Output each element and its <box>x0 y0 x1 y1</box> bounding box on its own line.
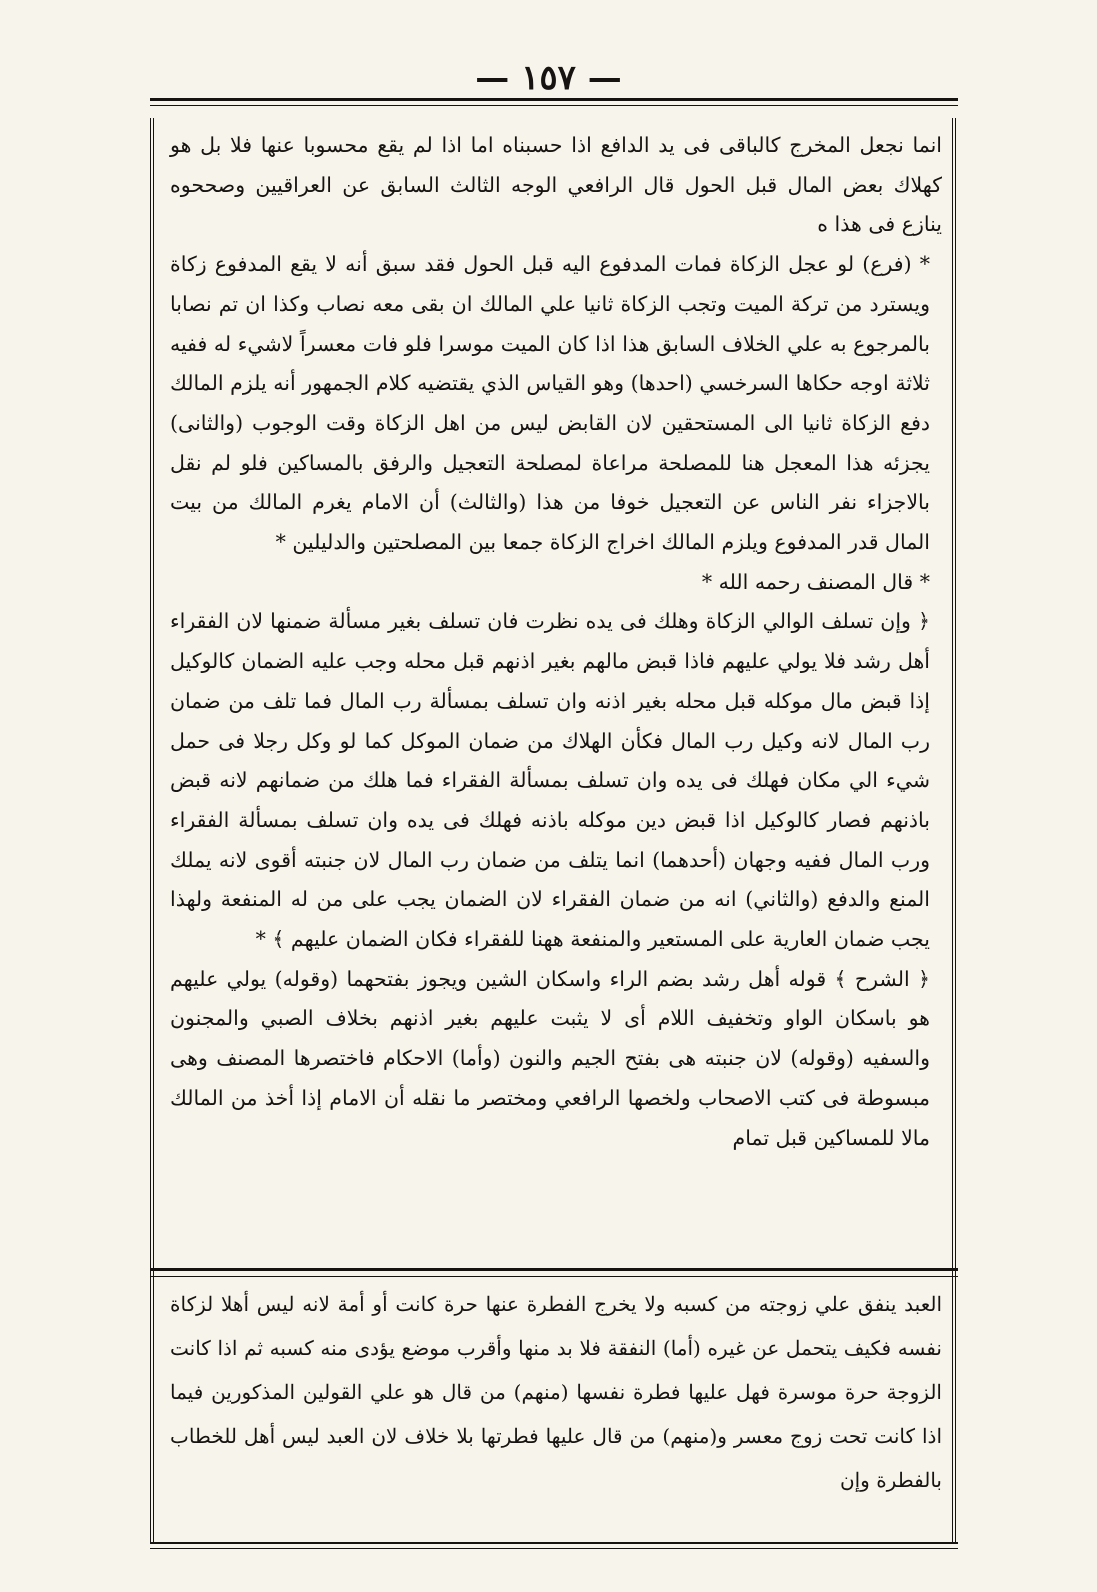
header-rule <box>150 98 958 106</box>
paragraph-commentary: ﴿ الشرح ﴾ قوله أهل رشد بضم الراء واسكان الشين ويجوز بفتحهما (وقوله) يولي عليهم هو باسكان الواو وتخفيف اللام أى لا يثبت عليهم بغير اذنهم بخلاف الصبي والمجنون والسفيه (وقوله) لان جنبته هى بفتح الجيم والنون (وأما) الاحكام فاختصرها المصنف وهى مبسوطة فى كتب الاصحاب ولخصها الرافعي ومختصر ما نقله أن الامام إذا أخذ من المالك مالا للمساكين قبل تمام <box>170 966 930 1150</box>
footer-rule <box>150 1542 958 1549</box>
paragraph-author-heading: * قال المصنف رحمه الله * <box>701 569 930 594</box>
paragraph-opening: انما نجعل المخرج كالباقى فى يد الدافع اذا حسبناه اما اذا لم يقع محسوبا عنها فلا بل هو كهلاك بعض المال قبل الحول قال الرافعي الوجه الثالث السابق عن العراقيين وصححوه ينازع فى هذا ه <box>170 133 942 237</box>
paragraph-matn: ﴿ وإن تسلف الوالي الزكاة وهلك فى يده نظرت فان تسلف بغير مسألة ضمنها لان الفقراء أهل رشد فلا يولي عليهم فاذا قبض مالهم بغير اذنهم قبل محله وجب عليه الضمان كالوكيل إذا قبض مال موكله قبل محله بغير اذنه وان تسلف بمسألة رب المال فما تلف من ضمان رب المال لانه وكيل رب المال فكأن الهلاك من ضمان الموكل كما لو وكل رجلا فى حمل شيء الي مكان فهلك فى يده وان تسلف بمسألة الفقراء فما هلك من ضمانهم لانه قبض باذنهم فصار كالوكيل اذا قبض دين موكله باذنه فهلك فى يده وان تسلف بمسألة الفقراء ورب المال ففيه وجهان (أحدهما) انما يتلف من ضمان رب المال لان جنبته أقوى لانه يملك المنع والدفع (والثاني) انه من ضمان الفقراء لان الضمان يجب على من له المنفعة ولهذا يجب ضمان العارية على المستعير والمنفعة ههنا للفقراء فكان الضمان عليهم ﴾ * <box>170 609 930 952</box>
page-number: — ١٥٧ — <box>475 58 622 98</box>
paragraph-branch: * (فرع) لو عجل الزكاة فمات المدفوع اليه قبل الحول فقد سبق أنه لا يقع المدفوع زكاة ويسترد من تركة الميت وتجب الزكاة ثانيا علي المالك ان بقى معه نصاب وكذا ان تم نصابا بالمرجوع به علي الخلاف السابق هذا اذا كان الميت موسرا فلو فات معسراً لاشيء له ففيه ثلاثة اوجه حكاها السرخسي (احدها) وهو القياس الذي يقتضيه كلام الجمهور أنه يلزم المالك دفع الزكاة ثانيا الى المستحقين لان القابض ليس من اهل الزكاة وقت الوجوب (والثانى) يجزئه هذا المعجل هنا للمصلحة مراعاة لمصلحة التعجيل والرفق بالمساكين فلو لم نقل بالاجزاء نفر الناس عن التعجيل خوفا من هذا (والثالث) أن الامام يغرم المالك من بيت المال قدر المدفوع ويلزم المالك اخراج الزكاة جمعا بين المصلحتين والدليلين * <box>170 252 930 555</box>
footnote <box>170 1282 942 1502</box>
main-text <box>170 126 942 1158</box>
footnote-divider <box>150 1268 958 1277</box>
footnote-text: العبد ينفق علي زوجته من كسبه ولا يخرج الفطرة عنها حرة كانت أو أمة لانه ليس أهلا لزكاة نفسه فكيف يتحمل عن غيره (أما) النفقة فلا بد منها وأقرب موضع يؤدى منه كسبه ثم اذا كانت الزوجة حرة موسرة فهل عليها فطرة نفسها (منهم) من قال هو علي القولين المذكورين فيما اذا كانت تحت زوج معسر و(منهم) من قال عليها فطرتها بلا خلاف لان العبد ليس أهل للخطاب بالفطرة وإن <box>170 1292 942 1492</box>
